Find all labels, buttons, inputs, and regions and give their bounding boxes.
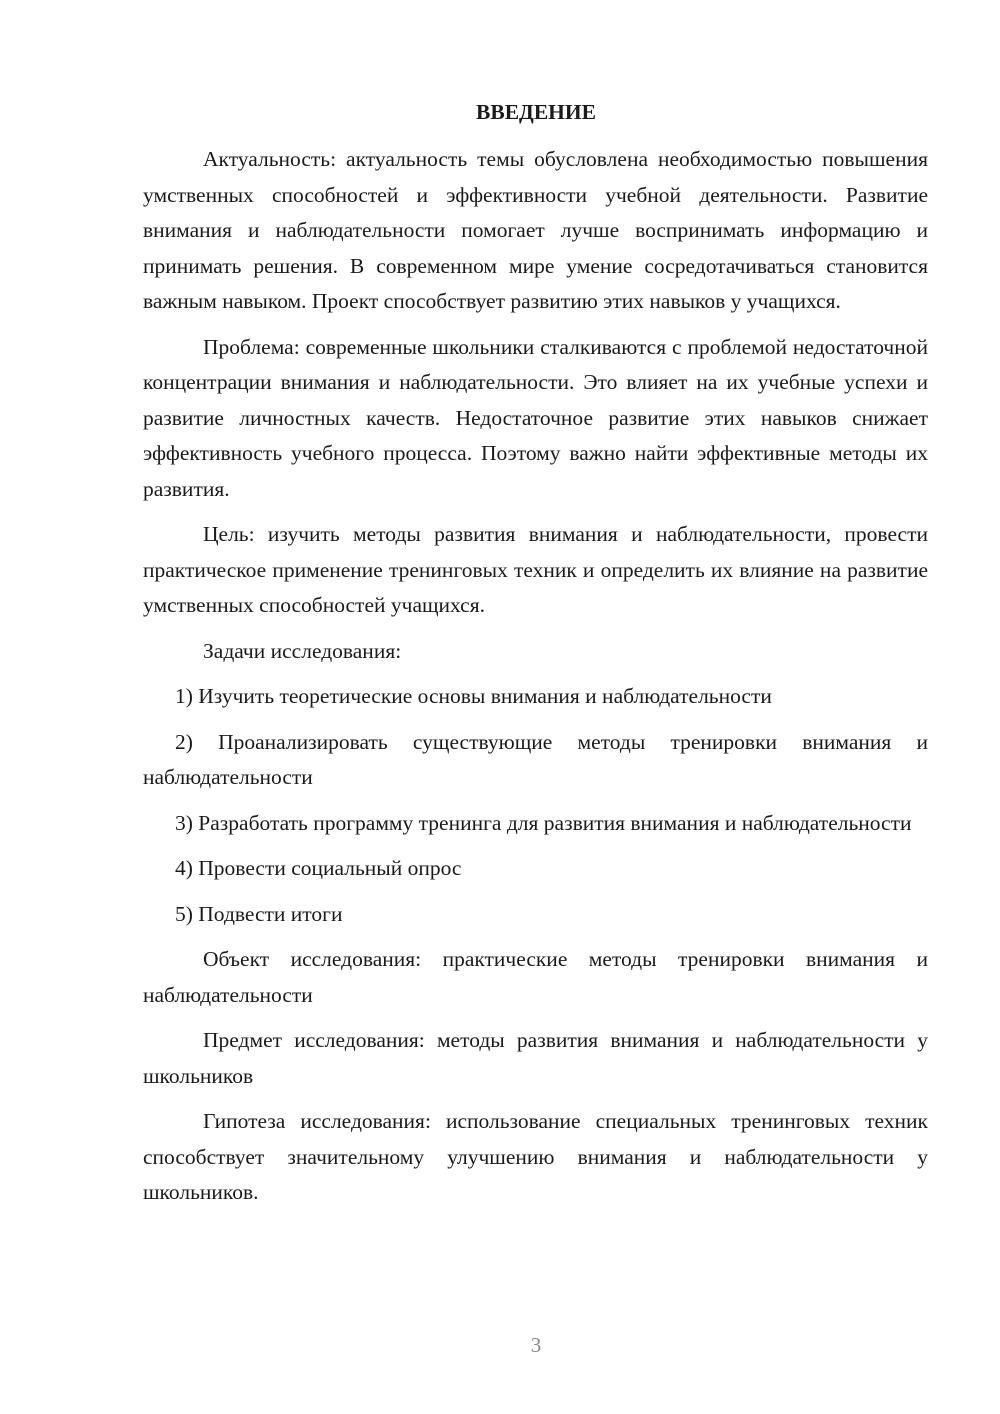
list-item: 5) Подвести итоги xyxy=(175,901,343,926)
paragraph-tasks-heading: Задачи исследования: xyxy=(203,638,402,663)
list-item: 3) Разработать программу тренинга для развития внимания и наблюдательности xyxy=(175,810,912,835)
page-number: 3 xyxy=(530,1333,542,1357)
document-title: ВВЕДЕНИЕ xyxy=(476,100,596,124)
tasks-list xyxy=(143,679,928,932)
list-item: 4) Провести социальный опрос xyxy=(175,856,462,880)
paragraph-object: Объект исследования: практические методы тренировки внимания и наблюдательности xyxy=(143,947,928,1007)
document-body xyxy=(143,142,928,1221)
paragraph-subject: Предмет исследования: методы развития внимания и наблюдательности у школьников xyxy=(143,1028,928,1088)
paragraph-problem: Проблема: современные школьники сталкиваются с проблемой недостаточной концентрации внимания и наблюдательности. Это влияет на их учебные успехи и развитие личностных качеств. Недостаточное развитие этих навыков снижает эффективность учебного процесса. Поэтому важно найти эффективные методы их развития. xyxy=(143,334,928,501)
paragraph-goal: Цель: изучить методы развития внимания и наблюдательности, провести практическое применение тренинговых техник и определить их влияние на развитие умственных способностей учащихся. xyxy=(143,522,928,617)
paragraph-hypothesis: Гипотеза исследования: использование специальных тренинговых техник способствует значительному улучшению внимания и наблюдательности у школьников. xyxy=(143,1109,928,1204)
list-item: 2) Проанализировать существующие методы тренировки внимания и наблюдательности xyxy=(143,729,928,789)
list-item: 1) Изучить теоретические основы внимания и наблюдательности xyxy=(175,684,772,708)
paragraph-relevance: Актуальность: актуальность темы обусловлена необходимостью повышения умственных способностей и эффективности учебной деятельности. Развитие внимания и наблюдательности помогает лучше воспринимать информацию и принимать решения. В современном мире умение сосредотачиваться становится важным навыком. Проект способствует развитию этих навыков у учащихся. xyxy=(143,147,928,313)
